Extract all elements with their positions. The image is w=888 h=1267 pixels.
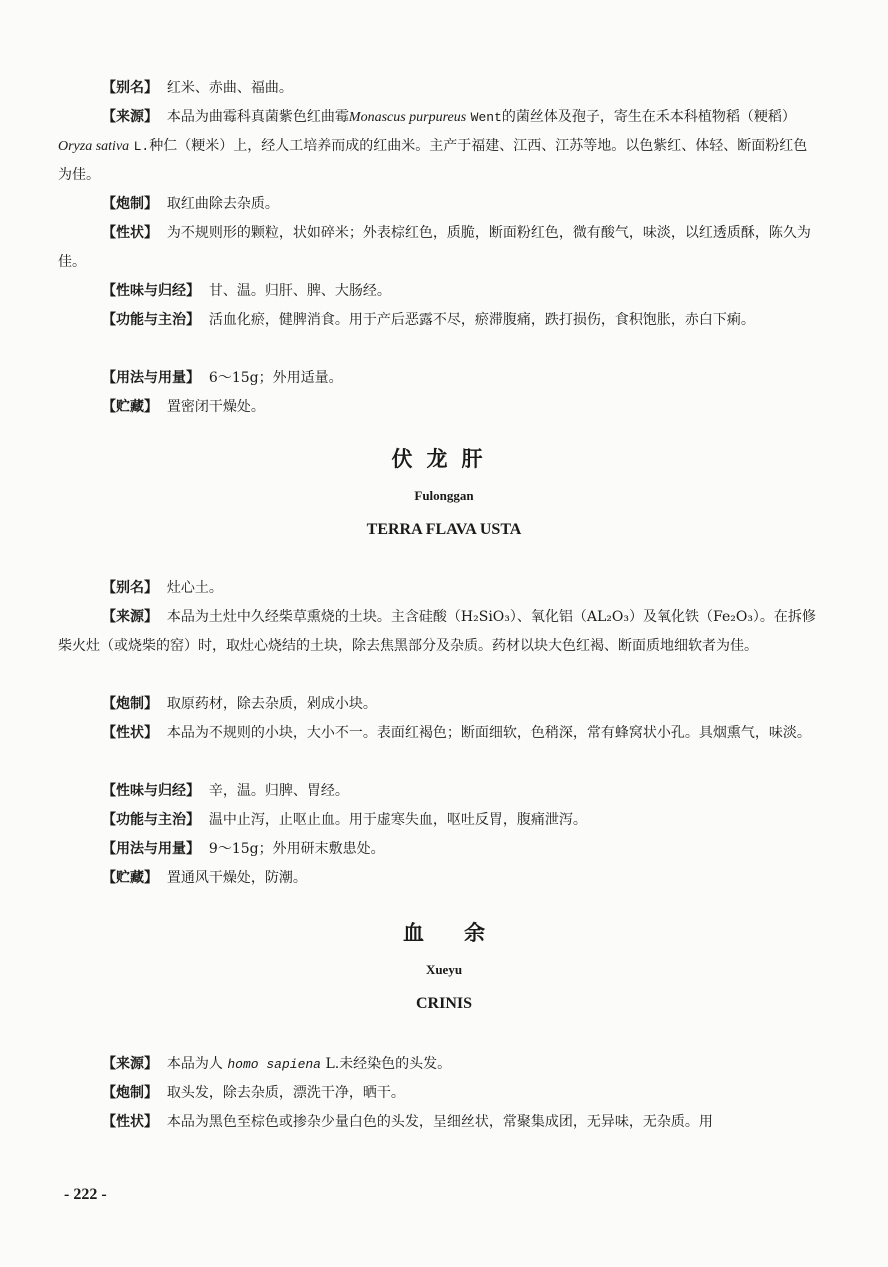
m2-title-latin: TERRA FLAVA USTA — [366, 521, 522, 538]
m3-title-pinyin: Xueyu — [425, 962, 463, 977]
m2-title-cn: 伏龙肝 — [391, 447, 497, 471]
m2-function: 【功能与主治】 温中止泻，止呕止血。用于虚寒失血，呕吐反胃，腹痛泄泻。 — [102, 812, 587, 828]
m3-title-latin: CRINIS — [415, 995, 472, 1012]
m1-storage: 【贮藏】 置密闭干燥处。 — [102, 399, 265, 415]
m2-source: 【来源】 本品为土灶中久经柴草熏烧的土块。主含硅酸（H₂SiO₃）、氧化铝（AL₂O₃）及氧化铁（Fe₂O₃）。在拆修柴火灶（或烧柴的窑）时，取灶心烧结的土块，除去焦黑部分及杂质。药材以块大色红褐、断面质地细软者为佳。 — [58, 609, 816, 654]
m3-title-cn: 血余 — [403, 921, 525, 945]
m1-processing: 【炮制】 取红曲除去杂质。 — [102, 196, 279, 212]
m2-processing: 【炮制】 取原药材，除去杂质，剁成小块。 — [102, 696, 377, 712]
m1-function: 【功能与主治】 活血化瘀，健脾消食。用于产后恶露不尽，瘀滞腹痛，跌打损伤，食积饱胀，赤白下痢。 — [102, 312, 755, 328]
m2-description: 【性状】 本品为不规则的小块，大小不一。表面红褐色；断面细软，色稍深，常有蜂窝状小孔。具烟熏气，味淡。 — [102, 725, 811, 741]
m1-usage: 【用法与用量】 6～15g；外用适量。 — [102, 370, 343, 386]
m3-description: 【性状】 本品为黑色至棕色或掺杂少量白色的头发，呈细丝状，常聚集成团，无异味，无杂质。用 — [102, 1114, 713, 1130]
m2-alias: 【别名】 灶心土。 — [102, 580, 223, 596]
m1-nature: 【性味与归经】 甘、温。归肝、脾、大肠经。 — [102, 283, 391, 299]
m1-source: 【来源】 本品为曲霉科真菌紫色红曲霉Monascus purpureus Went的菌丝体及孢子，寄生在禾本科植物稻（粳稻）Oryza sativa L.种仁（粳米）上，经人工培养而成的红曲米。主产于福建、江西、江苏等地。以色紫红、体轻、断面粉红色为佳。 — [58, 109, 808, 183]
m2-storage: 【贮藏】 置通风干燥处，防潮。 — [102, 870, 307, 886]
m2-nature: 【性味与归经】 辛，温。归脾、胃经。 — [102, 783, 349, 799]
m2-title-pinyin: Fulonggan — [414, 488, 474, 503]
m1-alias: 【别名】 红米、赤曲、福曲。 — [102, 80, 293, 96]
page-number: - 222 - — [64, 1186, 107, 1203]
m2-usage: 【用法与用量】 9～15g；外用研末敷患处。 — [102, 841, 385, 857]
m3-source: 【来源】 本品为人 homo sapiena L.未经染色的头发。 — [102, 1056, 452, 1072]
m3-processing: 【炮制】 取头发，除去杂质，漂洗干净，晒干。 — [102, 1085, 405, 1101]
m1-description: 【性状】 为不规则形的颗粒，状如碎米；外表棕红色，质脆，断面粉红色，微有酸气，味淡，以红透质酥，陈久为佳。 — [58, 225, 811, 270]
